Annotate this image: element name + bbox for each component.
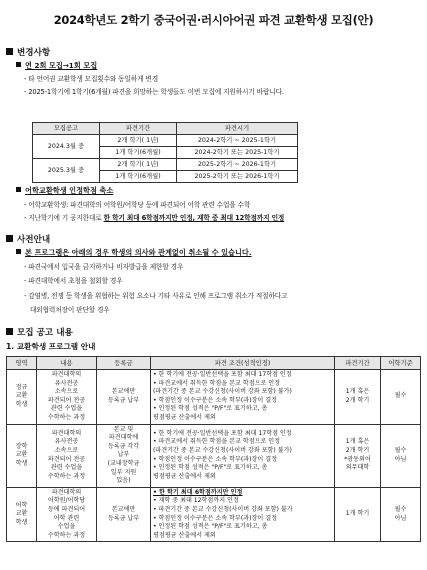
cell-line: 어학원/어학당 — [47, 497, 86, 505]
program-area-cell — [7, 424, 37, 487]
program-header-content: 내용 — [37, 357, 97, 370]
changes-item2-label: 어학교환학생 인정학점 축소 — [25, 186, 114, 195]
changes-item1-line2: - 2025-1학기에 1학기(6개월) 파견을 희망하는 학생들도 이번 모집에 지원하시기 바랍니다. — [24, 88, 284, 96]
changes-item2-line2 — [24, 212, 284, 222]
cell-line: 등록금 납부 — [107, 514, 140, 522]
cell-line: 본교 및 — [113, 425, 134, 433]
cell-line: 교환 — [15, 392, 28, 400]
section-changes-label: 변경사항 — [17, 48, 51, 58]
cell-line: 있음) — [116, 477, 131, 485]
program-period-cell — [335, 370, 381, 425]
cell-line: 장학 — [15, 442, 28, 450]
cell-line: 수학하는 과정 — [47, 413, 86, 421]
cell-line: 필수 — [394, 392, 407, 400]
cell-line: 등록금 각각 — [107, 442, 140, 450]
table-row — [7, 424, 421, 487]
cell-line: 교환 — [15, 451, 28, 459]
program-language-cell — [381, 370, 421, 425]
cell-line: 유사전공 — [54, 438, 79, 446]
section-recruit-label: 모집 공고 내용 — [17, 328, 73, 338]
cell-line: 수학하는 과정 — [47, 472, 86, 480]
table-row — [33, 135, 298, 147]
cell-line: (교내장학금 — [107, 459, 140, 467]
cell-line: 2개 학기 — [345, 447, 370, 455]
cell-line: 외무대학 — [345, 464, 370, 472]
cell-line: 소속으로 — [54, 388, 79, 396]
program-header-tuition: 등록금 — [97, 357, 151, 370]
program-tuition-cell — [97, 424, 151, 487]
cell-line: 1개 혹은 — [345, 438, 370, 446]
cell-line: • 인정된 학점 성적은 "P/F"로 표기하고, 총 — [153, 464, 268, 472]
section-recruit-heading — [6, 326, 73, 338]
notice-line4: 대외협력처장이 판단할 경우 — [30, 306, 110, 314]
schedule-header-period: 파견기간 — [100, 123, 177, 135]
cell-line: 파견대학에 — [108, 434, 139, 442]
schedule-period-cell: 2개 학기( 1년) — [100, 159, 177, 171]
cell-line: 일부 지원 — [110, 468, 137, 476]
cell-line: • 재학 중 최대 12학점까지 인정 — [153, 497, 239, 505]
program-conditions-cell — [151, 424, 335, 487]
cell-line: 수학하는 과정 — [47, 531, 86, 539]
cell-line: 관련 수업을 — [50, 464, 83, 472]
table-row — [7, 487, 421, 542]
cell-line: 어학 — [15, 501, 28, 509]
program-period-cell — [335, 424, 381, 487]
small-square-bullet-icon — [16, 249, 21, 254]
cell-line: 아님 — [394, 455, 407, 463]
program-content-cell — [37, 487, 97, 542]
notice-bullet — [16, 248, 252, 258]
changes-item1-label: 연 2회 모집→1회 모집 — [25, 61, 98, 70]
cell-line: • 파견교에서 취득한 학점을 본교 학점으로 인정 — [153, 379, 281, 387]
cell-line: 평점평균 산출에서 제외 — [153, 472, 216, 480]
cell-line: 교환 — [15, 510, 28, 518]
cell-line: • 학점인정 이수구분은 소속 학부(과)장이 결정 — [153, 396, 277, 404]
changes-item1-line1: - 타 언어권 교환학생 모집횟수와 동일하게 변경 — [24, 75, 159, 83]
cell-line: 본교에만 — [111, 505, 136, 513]
program-language-cell — [381, 487, 421, 542]
cell-line: • 인정된 학점 성적은 "P/F"로 표기하고, 총 — [153, 405, 268, 413]
square-bullet-icon — [6, 235, 13, 242]
cell-line: 수업을 — [57, 523, 76, 531]
program-tuition-cell — [97, 370, 151, 425]
changes-item2-line1: - 어학교환학생: 파견대학의 어학원/어학당 등에 파견되어 어학 관련 수업을 수학 — [24, 201, 251, 209]
schedule-notice-cell: 2024.3월 중 — [33, 135, 100, 159]
changes-item2-line2-prefix: - 지난학기에 기 공지한대로 — [24, 214, 104, 222]
table-row — [7, 370, 421, 425]
cell-line: 파견대학의 — [51, 371, 82, 378]
cell-line: • 파견교에서 취득한 학점을 본교 학점으로 인정 — [153, 438, 281, 446]
schedule-period-cell: 1개 학기(6개월) — [100, 171, 177, 183]
cell-line: • 인정된 학점 성적은 "P/F"로 표기하고, 총 — [153, 523, 268, 531]
program-content-cell — [37, 370, 97, 425]
cell-line: 본교에만 — [111, 388, 136, 396]
schedule-timing-cell: 2024-2학기 ~ 2025-1학기 — [177, 135, 298, 147]
square-bullet-icon — [6, 328, 13, 335]
cell-line: 등에 파견되어 — [47, 505, 86, 513]
cell-line: 파견되어 전공 — [47, 455, 86, 463]
program-area-cell — [7, 487, 37, 542]
cell-line: • 한 학기에 전공·일반선택을 포함 최대 17학점 인정 — [153, 371, 292, 378]
cell-line: 아님 — [394, 514, 407, 522]
schedule-notice-cell: 2025.3월 중 — [33, 159, 100, 183]
cell-line: 파견대학의 — [51, 488, 82, 496]
small-square-bullet-icon — [16, 187, 21, 192]
cell-line: 파견되어 전공 — [47, 396, 86, 404]
program-table — [6, 356, 421, 542]
notice-bullet-label: 본 프로그램은 아래의 경우 학생의 의사와 관계없이 취소될 수 있습니다. — [25, 248, 252, 257]
schedule-period-cell: 2개 학기( 1년) — [100, 135, 177, 147]
cell-line: 평점평균 산출에서 제외 — [153, 413, 216, 421]
cell-line: 관련 수업을 — [50, 405, 83, 413]
cell-line: 평점평균 산출에서 제외 — [153, 531, 216, 539]
schedule-timing-cell: 2024-2학기 또는 2025-1학기 — [177, 147, 298, 159]
section-changes-heading — [6, 46, 50, 58]
cell-line: (파견기간 중 본교 수강신청(사이버 강좌 포함) 불가) — [153, 447, 292, 455]
section-notice-heading — [6, 233, 50, 245]
schedule-timing-cell: 2025-2학기 또는 2026-1학기 — [177, 171, 298, 183]
cell-line: 2개 학기 — [345, 396, 370, 404]
cell-line: 소속으로 — [54, 447, 79, 455]
cell-line: • 학점인정 이수구분은 소속 학부(과)장이 결정 — [153, 455, 277, 463]
program-language-cell — [381, 424, 421, 487]
notice-line1: - 파견국에서 입국을 금지하거나 비자발급을 제한할 경우 — [24, 263, 184, 271]
cell-line: 납부 — [117, 451, 130, 459]
square-bullet-icon — [6, 48, 13, 55]
schedule-header-notice: 모집공고 — [33, 123, 100, 135]
schedule-table-header-row — [33, 123, 298, 135]
cell-line: • 파견기간 중 본교 수강신청(사이버 강좌 포함) 불가 — [153, 505, 293, 513]
cell-line: 1개 학기 — [345, 510, 370, 518]
cell-line: 등록금 납부 — [107, 396, 140, 404]
table-row — [33, 159, 298, 171]
cell-line: 유사전공 — [54, 379, 79, 387]
cell-line: 학생 — [15, 401, 28, 409]
program-content-cell — [37, 424, 97, 487]
program-header-period: 파견기간 — [335, 357, 381, 370]
cell-line: *광동외어 — [344, 455, 371, 463]
notice-line3: - 감염병, 전쟁 등 학생을 위협하는 위험 요소나 기타 사유로 인해 프로그램 취소가 적절하다고 — [24, 292, 288, 300]
cell-line: 학생 — [15, 518, 28, 526]
section-notice-label: 사전안내 — [17, 235, 51, 245]
cell-line: 어학 관련 — [53, 514, 80, 522]
cell-line: • 학점인정 이수구분은 소속 학부(과)장이 결정 — [153, 514, 277, 522]
program-header-language: 어학기준 — [381, 357, 421, 370]
program-tuition-cell — [97, 487, 151, 542]
conditions-emphasis: • 한 학기 최대 6학점까지만 인정 — [153, 488, 243, 496]
cell-line: 필수 — [394, 447, 407, 455]
schedule-table — [32, 122, 298, 183]
program-header-conditions: 파견 조건(성적인정) — [151, 357, 335, 370]
cell-line: 파견대학의 — [51, 429, 82, 437]
cell-line: 정규 — [15, 383, 28, 391]
program-area-cell — [7, 370, 37, 425]
program-conditions-cell — [151, 370, 335, 425]
cell-line: • 한 학기에 전공·일반선택을 포함 최대 17학점 인정 — [153, 429, 292, 437]
program-period-cell — [335, 487, 381, 542]
small-square-bullet-icon — [16, 62, 21, 67]
program-conditions-cell — [151, 487, 335, 542]
program-header-area: 영역 — [7, 357, 37, 370]
program-table-header-row — [7, 357, 421, 370]
changes-item1-heading — [16, 61, 97, 71]
changes-item2-line2-emphasis: 한 학기 최대 6학점까지만 인정, 재학 중 최대 12학점까지 인정 — [103, 214, 285, 222]
cell-line: 학생 — [15, 459, 28, 467]
schedule-period-cell: 1개 학기(6개월) — [100, 147, 177, 159]
changes-item2-heading — [16, 186, 113, 196]
cell-line: (파견기간 중 본교 수강신청(사이버 강좌 포함) 불가) — [153, 388, 292, 396]
recruit-subheading: 1. 교환학생 프로그램 안내 — [6, 342, 96, 351]
cell-line: 1개 혹은 — [345, 388, 370, 396]
notice-line2: - 파견대학에서 초청을 철회할 경우 — [24, 277, 123, 285]
schedule-timing-cell: 2025-2학기 ~ 2026-1학기 — [177, 159, 298, 171]
cell-line: 필수 — [394, 505, 407, 513]
page-title: 2024학년도 2학기 중국어권·러시아어권 파견 교환학생 모집(안) — [53, 13, 374, 27]
schedule-header-timing: 파견시기 — [177, 123, 298, 135]
